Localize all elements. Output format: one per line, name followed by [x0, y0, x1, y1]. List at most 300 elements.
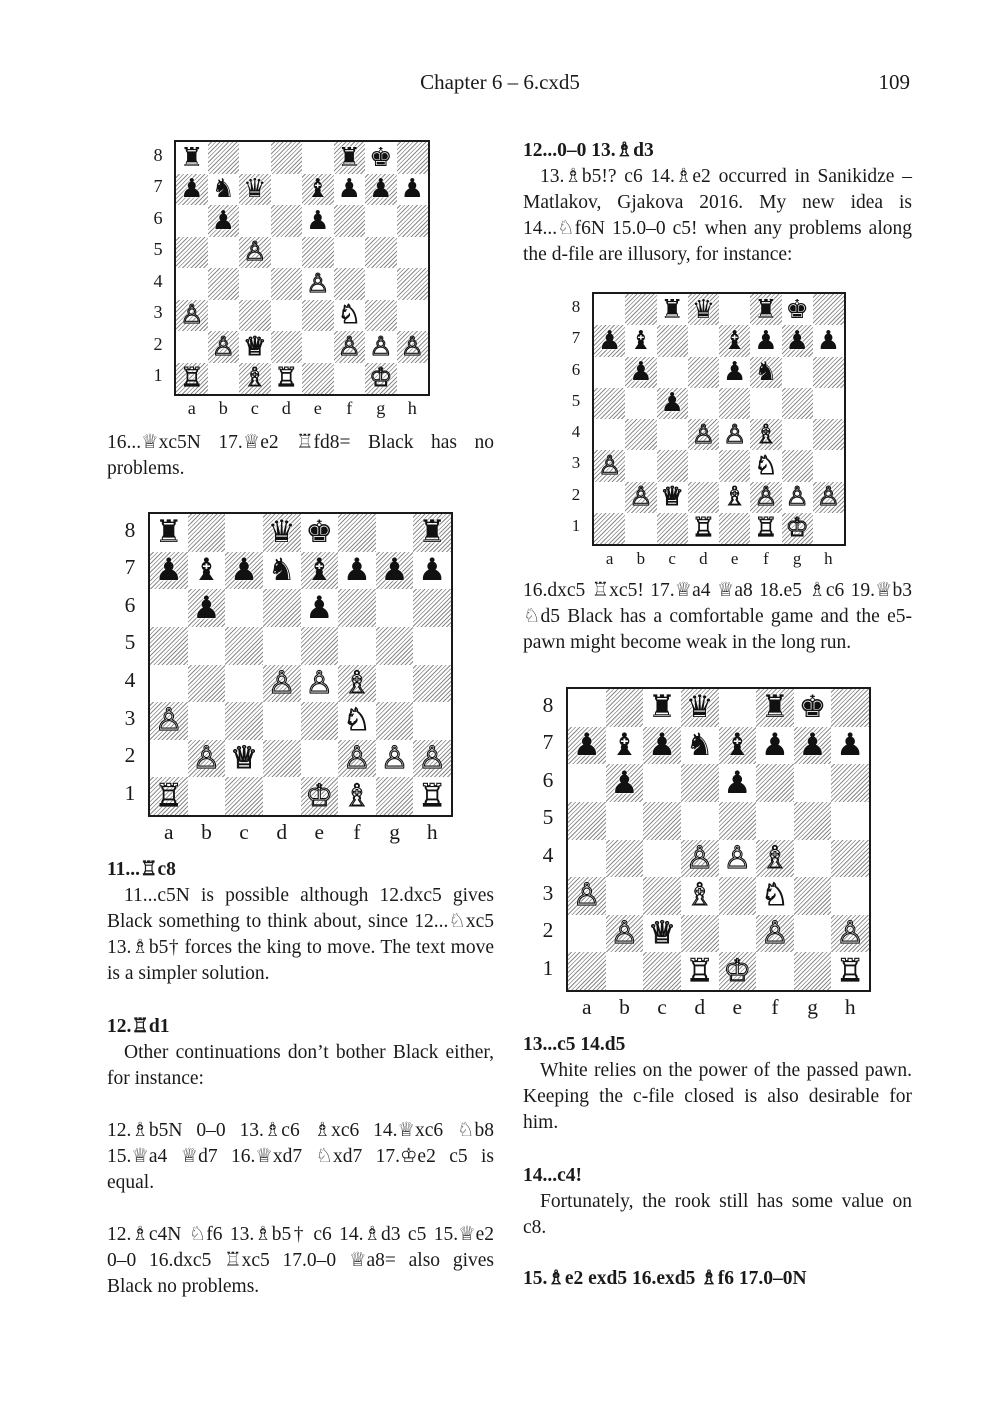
- piece-c2: ♕: [243, 331, 267, 362]
- square-a1: [150, 777, 188, 815]
- square-f2: [750, 482, 781, 513]
- square-h1: [397, 363, 429, 395]
- square-d4: [688, 419, 719, 450]
- square-h4: [831, 840, 869, 878]
- piece-f2: ♙: [761, 915, 789, 952]
- square-b4: [188, 665, 226, 703]
- chessboard: [566, 687, 871, 992]
- page-number: 109: [878, 70, 910, 94]
- square-h7: [397, 174, 429, 206]
- square-h4: [813, 419, 844, 450]
- square-g4: [365, 268, 397, 300]
- square-g8: [365, 142, 397, 174]
- square-a2: [176, 331, 208, 363]
- piece-f1: ♖: [754, 513, 778, 544]
- rank-label: 6: [153, 207, 163, 228]
- square-e3: [719, 877, 757, 915]
- square-b6: [625, 357, 656, 388]
- piece-c5: ♟: [660, 388, 684, 419]
- piece-a8: ♜: [154, 514, 183, 551]
- square-c2: [643, 915, 681, 953]
- square-d7: [688, 325, 719, 356]
- square-g5: [365, 237, 397, 269]
- square-g8: [376, 514, 414, 552]
- file-label: c: [657, 995, 667, 1019]
- right-paragraph-16: 16.dxc5 ♖xc5! 17.♕a4 ♕a8 18.e5 ♗c6 19.♕b3 ♘d5 Black has a comfortable game and the e5-pawn might become weak in the long run.: [523, 580, 912, 653]
- piece-a3: ♙: [572, 877, 601, 914]
- square-e4: [719, 419, 750, 450]
- piece-c8: ♜: [660, 294, 684, 325]
- square-a4: [176, 268, 208, 300]
- piece-c2: ♕: [660, 482, 684, 513]
- piece-b6: ♟: [629, 357, 653, 388]
- square-e2: [719, 482, 750, 513]
- square-a3: [594, 450, 625, 481]
- piece-f6: ♞: [754, 357, 778, 388]
- square-h8: [831, 689, 869, 727]
- square-a1: [568, 952, 606, 990]
- square-c7: [657, 325, 688, 356]
- piece-d1: ♖: [274, 363, 298, 394]
- square-d3: [263, 702, 301, 740]
- file-label: g: [376, 398, 386, 418]
- left-paragraph-11: 11...c5N is possible although 12.dxc5 gives Black something to think about, since 12...♘xc5 13.♗b5† forces the king to move. The text move is a simpler solution.: [107, 885, 494, 984]
- rank-label: 4: [542, 843, 554, 868]
- piece-a3: ♙: [154, 702, 183, 739]
- square-g7: [365, 174, 397, 206]
- rank-label: 3: [124, 705, 136, 730]
- rank-label: 5: [542, 805, 554, 830]
- square-g3: [376, 702, 414, 740]
- square-b6: [188, 589, 226, 627]
- file-label: f: [346, 398, 353, 418]
- piece-d4: ♙: [267, 664, 296, 701]
- square-g2: [782, 482, 813, 513]
- square-g3: [365, 300, 397, 332]
- right-paragraph-12b: 13.♗b5!? c6 14.♗e2 occurred in Sanikidze – Matlakov, Gjakova 2016. My new idea is 14...♘f6N 15.0–0 c5! when any problems along the d-file are illusory, for instance:: [523, 166, 912, 265]
- square-h8: [397, 142, 429, 174]
- piece-e7: ♝: [306, 174, 330, 205]
- square-b7: [208, 174, 240, 206]
- rank-label: 1: [153, 365, 163, 386]
- square-d5: [688, 388, 719, 419]
- piece-d1: ♖: [691, 513, 716, 544]
- right-paragraph-13: White relies on the power of the passed pawn. Keeping the c-file closed is also desirable for him.: [523, 1060, 912, 1133]
- square-e2: [301, 740, 339, 778]
- square-a4: [594, 419, 625, 450]
- piece-f7: ♟: [337, 174, 361, 205]
- square-h4: [397, 268, 429, 300]
- square-c2: [239, 331, 271, 363]
- square-a5: [568, 802, 606, 840]
- file-label: b: [636, 549, 646, 568]
- square-b5: [188, 627, 226, 665]
- square-f3: [334, 300, 366, 332]
- square-a2: [150, 740, 188, 778]
- square-a8: [176, 142, 208, 174]
- piece-b2: ♙: [610, 915, 639, 952]
- piece-g2: ♙: [369, 331, 393, 362]
- piece-f7: ♟: [761, 726, 789, 763]
- square-f2: [338, 740, 376, 778]
- square-d2: [688, 482, 719, 513]
- square-g6: [365, 205, 397, 237]
- rank-label: 1: [124, 780, 136, 805]
- square-d5: [681, 802, 719, 840]
- square-f1: [756, 952, 794, 990]
- square-d8: [681, 689, 719, 727]
- square-b7: [606, 727, 644, 765]
- square-f7: [750, 325, 781, 356]
- square-f4: [750, 419, 781, 450]
- square-a7: [150, 552, 188, 590]
- file-label: h: [844, 995, 856, 1019]
- square-g1: [365, 363, 397, 395]
- square-h7: [813, 325, 844, 356]
- rank-label: 2: [542, 918, 554, 943]
- piece-c7: ♟: [230, 551, 258, 588]
- square-d6: [263, 589, 301, 627]
- piece-b2: ♙: [211, 331, 235, 362]
- square-e2: [302, 331, 334, 363]
- square-a2: [594, 482, 625, 513]
- square-g5: [376, 627, 414, 665]
- left-paragraph-12a: 12.♗b5N 0–0 13.♗c6 ♗xc6 14.♕xc6 ♘b8 15.♕a4 ♕d7 16.♕xd7 ♘xd7 17.♔e2 c5 is equal.: [107, 1120, 494, 1193]
- rank-label: 8: [124, 517, 136, 542]
- square-b5: [208, 237, 240, 269]
- file-label: e: [313, 398, 322, 418]
- piece-f8: ♜: [337, 142, 361, 173]
- square-b2: [208, 331, 240, 363]
- square-h2: [413, 740, 451, 778]
- piece-e7: ♝: [722, 325, 747, 356]
- piece-a3: ♙: [180, 300, 204, 331]
- square-f3: [338, 702, 376, 740]
- piece-a7: ♟: [154, 551, 183, 588]
- square-a6: [594, 357, 625, 388]
- square-a5: [594, 388, 625, 419]
- move-heading-11: 11...♖c8: [107, 859, 176, 880]
- square-b6: [208, 205, 240, 237]
- square-c4: [643, 840, 681, 878]
- file-label: g: [807, 995, 818, 1019]
- square-d7: [271, 174, 303, 206]
- square-d2: [263, 740, 301, 778]
- piece-f2: ♙: [343, 740, 371, 777]
- square-c5: [225, 627, 263, 665]
- square-d2: [681, 915, 719, 953]
- running-head: [0, 70, 1000, 100]
- square-g4: [376, 665, 414, 703]
- square-g3: [782, 450, 813, 481]
- file-label: h: [426, 820, 438, 844]
- square-f8: [334, 142, 366, 174]
- square-c2: [225, 740, 263, 778]
- piece-e4: ♙: [723, 839, 752, 876]
- square-f8: [338, 514, 376, 552]
- square-c8: [657, 294, 688, 325]
- piece-f4: ♗: [343, 664, 371, 701]
- file-label: c: [239, 820, 249, 844]
- rank-label: 2: [153, 333, 163, 354]
- square-c1: [225, 777, 263, 815]
- rank-label: 4: [124, 668, 136, 693]
- square-c2: [657, 482, 688, 513]
- file-label: g: [792, 549, 802, 568]
- square-b4: [208, 268, 240, 300]
- move-heading-12b: 12...0–0 13.♗d3: [523, 140, 654, 161]
- piece-c8: ♜: [648, 689, 676, 726]
- piece-g7: ♟: [785, 325, 809, 356]
- square-f3: [756, 877, 794, 915]
- piece-b6: ♟: [610, 764, 639, 801]
- square-f1: [334, 363, 366, 395]
- square-e2: [719, 915, 757, 953]
- piece-b7: ♝: [192, 551, 221, 588]
- square-d1: [263, 777, 301, 815]
- square-c3: [657, 450, 688, 481]
- square-c7: [239, 174, 271, 206]
- rank-label: 2: [124, 743, 136, 768]
- piece-g8: ♚: [798, 689, 827, 726]
- piece-f4: ♗: [761, 839, 789, 876]
- square-d1: [271, 363, 303, 395]
- square-e4: [301, 665, 339, 703]
- piece-b2: ♙: [192, 740, 221, 777]
- square-c6: [643, 764, 681, 802]
- piece-e6: ♟: [722, 357, 747, 388]
- square-f5: [334, 237, 366, 269]
- square-g1: [782, 513, 813, 544]
- file-label: a: [582, 995, 592, 1019]
- square-g1: [794, 952, 832, 990]
- piece-g1: ♔: [785, 513, 809, 544]
- square-d6: [681, 764, 719, 802]
- square-b3: [208, 300, 240, 332]
- rank-label: 3: [571, 453, 581, 473]
- square-g5: [794, 802, 832, 840]
- square-f2: [334, 331, 366, 363]
- square-a4: [150, 665, 188, 703]
- square-c8: [225, 514, 263, 552]
- square-e4: [719, 840, 757, 878]
- square-c1: [643, 952, 681, 990]
- square-h6: [813, 357, 844, 388]
- square-c5: [657, 388, 688, 419]
- piece-a1: ♖: [154, 777, 183, 814]
- square-b5: [625, 388, 656, 419]
- file-label: a: [164, 820, 174, 844]
- square-d8: [271, 142, 303, 174]
- move-heading-12: 12.♖d1: [107, 1016, 170, 1037]
- piece-c7: ♟: [648, 726, 676, 763]
- piece-h2: ♙: [836, 915, 865, 952]
- piece-e6: ♟: [723, 764, 752, 801]
- piece-e4: ♙: [305, 664, 334, 701]
- piece-e2: ♗: [722, 482, 747, 513]
- square-g1: [376, 777, 414, 815]
- square-b3: [625, 450, 656, 481]
- file-label: d: [281, 398, 291, 418]
- piece-h2: ♙: [418, 740, 447, 777]
- square-h1: [831, 952, 869, 990]
- piece-e6: ♟: [305, 589, 334, 626]
- move-heading-14: 14...c4!: [523, 1165, 583, 1186]
- square-e5: [302, 237, 334, 269]
- piece-e4: ♙: [722, 419, 747, 450]
- piece-g7: ♟: [369, 174, 393, 205]
- square-a2: [568, 915, 606, 953]
- square-d4: [263, 665, 301, 703]
- square-f7: [756, 727, 794, 765]
- square-b7: [188, 552, 226, 590]
- square-b6: [606, 764, 644, 802]
- rank-label: 1: [542, 955, 554, 980]
- piece-a7: ♟: [180, 174, 204, 205]
- square-g6: [782, 357, 813, 388]
- square-h8: [813, 294, 844, 325]
- square-f8: [750, 294, 781, 325]
- piece-b2: ♙: [629, 482, 653, 513]
- square-f1: [750, 513, 781, 544]
- square-d8: [263, 514, 301, 552]
- piece-f4: ♗: [754, 419, 778, 450]
- square-h5: [413, 627, 451, 665]
- piece-f1: ♗: [343, 777, 371, 814]
- rank-label: 3: [542, 880, 554, 905]
- square-a1: [594, 513, 625, 544]
- square-c5: [643, 802, 681, 840]
- piece-d8: ♛: [691, 294, 716, 325]
- piece-f2: ♙: [337, 331, 361, 362]
- square-f3: [750, 450, 781, 481]
- move-heading-13: 13...c5 14.d5: [523, 1034, 626, 1055]
- piece-g8: ♚: [785, 294, 809, 325]
- piece-h2: ♙: [400, 331, 424, 362]
- square-f6: [750, 357, 781, 388]
- square-b4: [625, 419, 656, 450]
- square-c6: [239, 205, 271, 237]
- square-d6: [271, 205, 303, 237]
- square-e5: [719, 388, 750, 419]
- square-a6: [150, 589, 188, 627]
- square-a5: [150, 627, 188, 665]
- square-d1: [688, 513, 719, 544]
- square-e1: [719, 952, 757, 990]
- square-h2: [831, 915, 869, 953]
- square-b3: [606, 877, 644, 915]
- piece-f7: ♟: [343, 551, 371, 588]
- square-b2: [625, 482, 656, 513]
- piece-a1: ♖: [180, 363, 204, 394]
- square-c6: [657, 357, 688, 388]
- piece-g1: ♔: [369, 363, 393, 394]
- square-g4: [782, 419, 813, 450]
- square-e1: [719, 513, 750, 544]
- square-a4: [568, 840, 606, 878]
- piece-e8: ♚: [305, 514, 334, 551]
- file-label: e: [730, 549, 739, 568]
- piece-b7: ♝: [629, 325, 653, 356]
- file-label: e: [314, 820, 325, 844]
- file-label: f: [771, 995, 779, 1019]
- square-a1: [176, 363, 208, 395]
- piece-f2: ♙: [754, 482, 778, 513]
- file-label: d: [699, 549, 708, 568]
- square-e8: [301, 514, 339, 552]
- square-d1: [681, 952, 719, 990]
- square-f7: [338, 552, 376, 590]
- square-h4: [413, 665, 451, 703]
- square-f6: [756, 764, 794, 802]
- piece-d4: ♙: [685, 839, 714, 876]
- square-h6: [831, 764, 869, 802]
- square-e3: [719, 450, 750, 481]
- square-b3: [188, 702, 226, 740]
- square-d6: [688, 357, 719, 388]
- square-h6: [413, 589, 451, 627]
- rank-label: 4: [153, 270, 163, 291]
- square-b1: [188, 777, 226, 815]
- rank-label: 8: [153, 144, 163, 165]
- square-g8: [782, 294, 813, 325]
- piece-f3: ♘: [337, 300, 361, 331]
- piece-h2: ♙: [816, 482, 841, 513]
- square-e1: [302, 363, 334, 395]
- piece-c2: ♕: [230, 740, 258, 777]
- square-e3: [301, 702, 339, 740]
- chessboard: [174, 140, 430, 396]
- piece-c5: ♙: [243, 237, 267, 268]
- square-d2: [271, 331, 303, 363]
- square-g3: [794, 877, 832, 915]
- rank-label: 6: [124, 592, 136, 617]
- chessboard: [592, 292, 846, 546]
- square-b8: [606, 689, 644, 727]
- square-b5: [606, 802, 644, 840]
- square-c6: [225, 589, 263, 627]
- square-a7: [176, 174, 208, 206]
- piece-e1: ♔: [305, 777, 334, 814]
- square-h2: [397, 331, 429, 363]
- chessboard: [148, 512, 453, 817]
- piece-d3: ♗: [685, 877, 714, 914]
- square-e5: [301, 627, 339, 665]
- square-e7: [301, 552, 339, 590]
- piece-e7: ♝: [723, 726, 752, 763]
- square-a6: [568, 764, 606, 802]
- file-label: b: [218, 398, 228, 418]
- square-a3: [176, 300, 208, 332]
- square-d5: [263, 627, 301, 665]
- square-b2: [188, 740, 226, 778]
- rank-label: 7: [542, 730, 554, 755]
- square-a7: [594, 325, 625, 356]
- square-h3: [831, 877, 869, 915]
- rank-label: 8: [542, 692, 554, 717]
- piece-h7: ♟: [836, 726, 865, 763]
- square-c4: [657, 419, 688, 450]
- left-paragraph-12b: 12.♗c4N ♘f6 13.♗b5† c6 14.♗d3 c5 15.♕e2 0–0 16.dxc5 ♖xc5 17.0–0 ♕a8= also gives Black no problems.: [107, 1224, 494, 1297]
- square-e6: [302, 205, 334, 237]
- square-c4: [239, 268, 271, 300]
- square-f7: [334, 174, 366, 206]
- square-e4: [302, 268, 334, 300]
- square-g2: [365, 331, 397, 363]
- piece-a8: ♜: [180, 142, 204, 173]
- file-label: b: [201, 820, 212, 844]
- piece-a3: ♙: [597, 450, 622, 481]
